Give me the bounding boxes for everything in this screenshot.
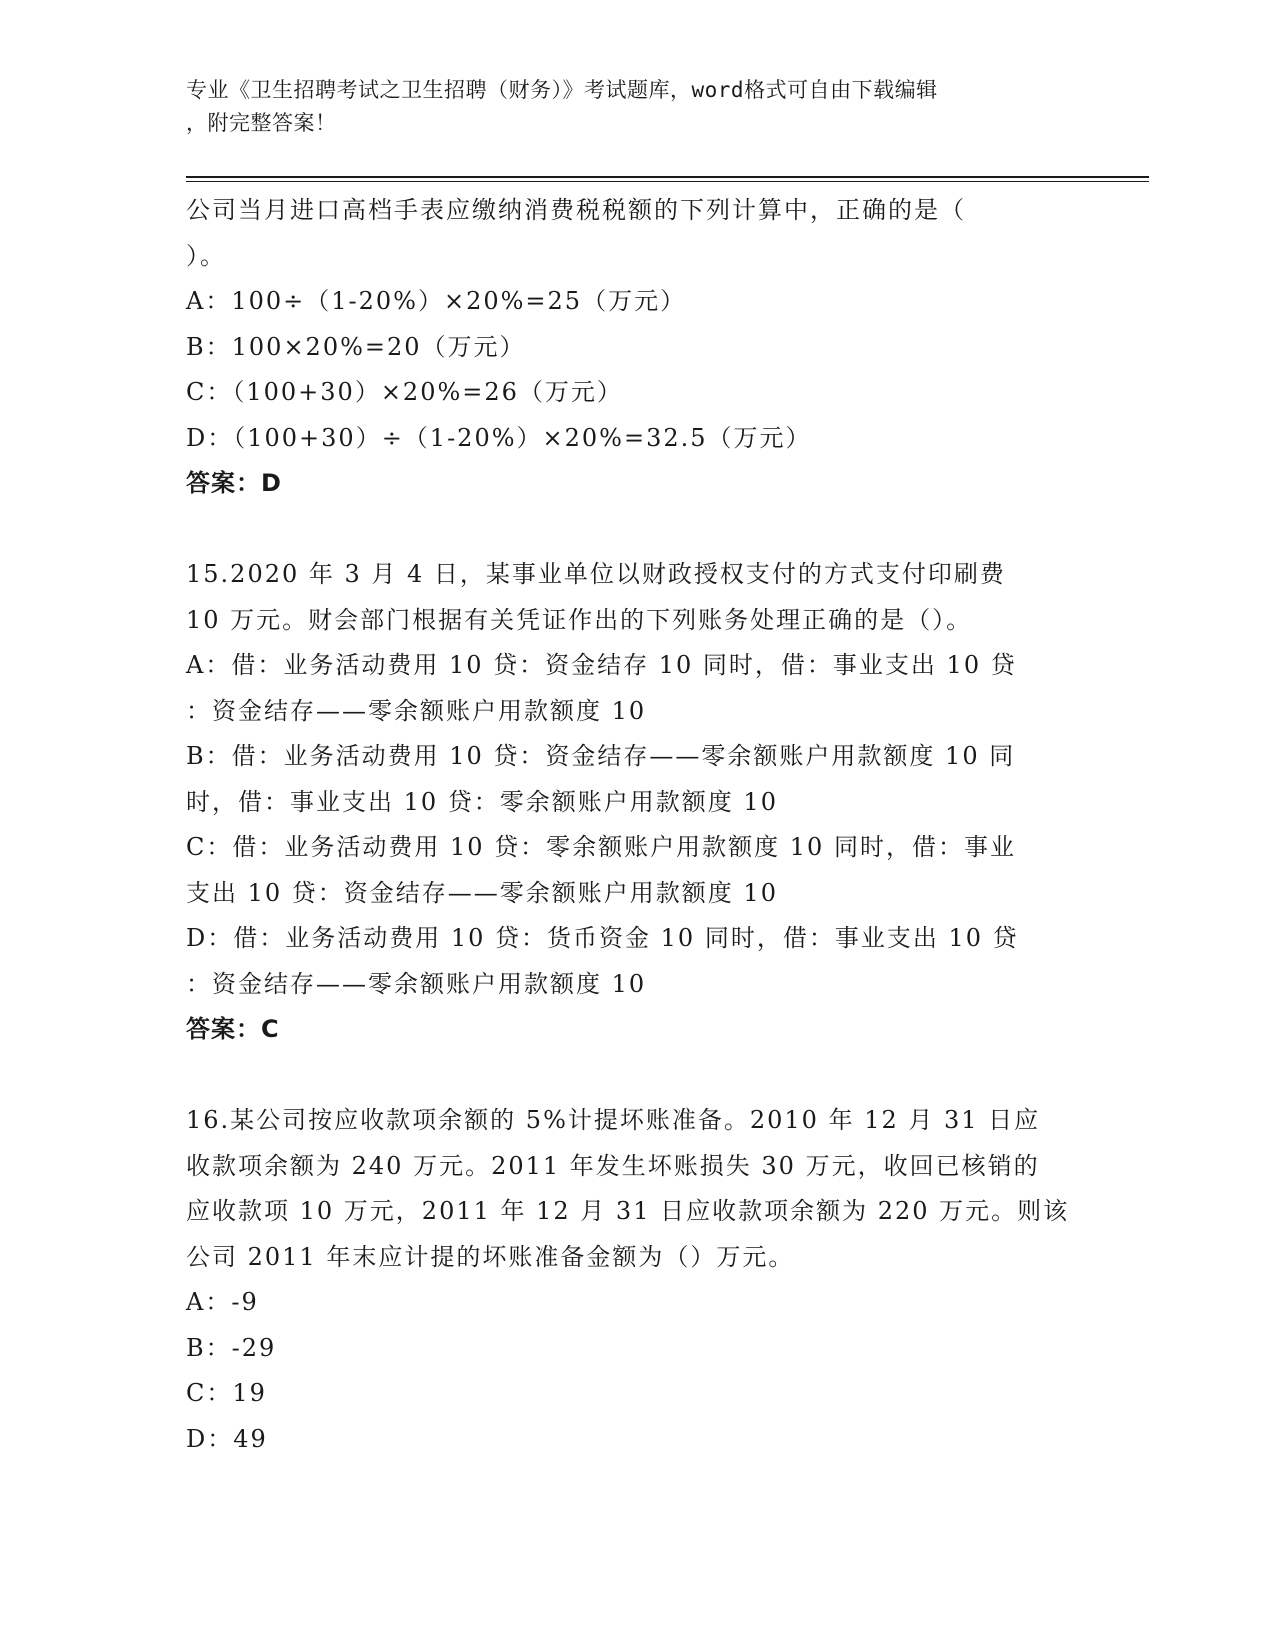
question-stem-line: 10 万元。财会部门根据有关凭证作出的下列账务处理正确的是（）。 [186, 605, 973, 634]
option-d: D：49 [186, 1424, 268, 1453]
option-c: C：19 [186, 1379, 267, 1407]
answer-line: 答案：D [186, 469, 282, 497]
option-b: B：100×20%=20（万元） [186, 332, 526, 361]
option-c: C：借：业务活动费用 10 贷：零余额账户用款额度 10 同时，借：事业 [186, 833, 1016, 861]
question-15 [186, 552, 1086, 1053]
question-stem-line: 公司 2011 年末应计提的坏账准备金额为（）万元。 [186, 1242, 795, 1271]
option-c: C：（100+30）×20%=26（万元） [186, 378, 623, 406]
question-14 [186, 188, 1086, 507]
page-header [186, 74, 1066, 140]
option-d: D：（100+30）÷（1-20%）×20%=32.5（万元） [186, 423, 812, 452]
option-a-continued: ：资金结存——零余额账户用款额度 10 [186, 696, 647, 725]
option-d: D：借：业务活动费用 10 贷：货币资金 10 同时，借：事业支出 10 贷 [186, 924, 1019, 952]
spacer [186, 507, 1086, 553]
spacer [186, 1053, 1086, 1099]
header-rule-thick [186, 176, 1149, 178]
option-a: A：-9 [186, 1288, 259, 1316]
question-content [186, 188, 1086, 1462]
option-a: A：借：业务活动费用 10 贷：资金结存 10 同时，借：事业支出 10 贷 [186, 651, 1017, 679]
option-b: B：借：业务活动费用 10 贷：资金结存——零余额账户用款额度 10 同 [186, 742, 1016, 770]
header-line-2: ，附完整答案！ [186, 111, 337, 135]
question-stem-line: 公司当月进口高档手表应缴纳消费税税额的下列计算中，正确的是（ [186, 196, 966, 224]
question-16 [186, 1098, 1086, 1462]
header-rule-thin [186, 181, 1149, 182]
option-b: B：-29 [186, 1333, 277, 1362]
question-stem-line: ）。 [186, 241, 226, 270]
option-c-continued: 支出 10 贷：资金结存——零余额账户用款额度 10 [186, 878, 778, 907]
option-d-continued: ：资金结存——零余额账户用款额度 10 [186, 969, 647, 998]
answer-line: 答案：C [186, 1015, 280, 1043]
question-stem-line: 15.2020 年 3 月 4 日，某事业单位以财政授权支付的方式支付印刷费 [186, 560, 1006, 588]
option-b-continued: 时，借：事业支出 10 贷：零余额账户用款额度 10 [186, 787, 778, 816]
option-a: A：100÷（1-20%）×20%=25（万元） [186, 287, 687, 315]
question-stem-line: 16.某公司按应收款项余额的 5%计提坏账准备。2010 年 12 月 31 日应 [186, 1106, 1041, 1134]
question-stem-line: 应收款项 10 万元，2011 年 12 月 31 日应收款项余额为 220 万元。则该 [186, 1197, 1070, 1225]
header-line-1: 专业《卫生招聘考试之卫生招聘（财务）》考试题库，word格式可自由下载编辑 [186, 78, 938, 102]
question-stem-line: 收款项余额为 240 万元。2011 年发生坏账损失 30 万元，收回已核销的 [186, 1151, 1040, 1180]
